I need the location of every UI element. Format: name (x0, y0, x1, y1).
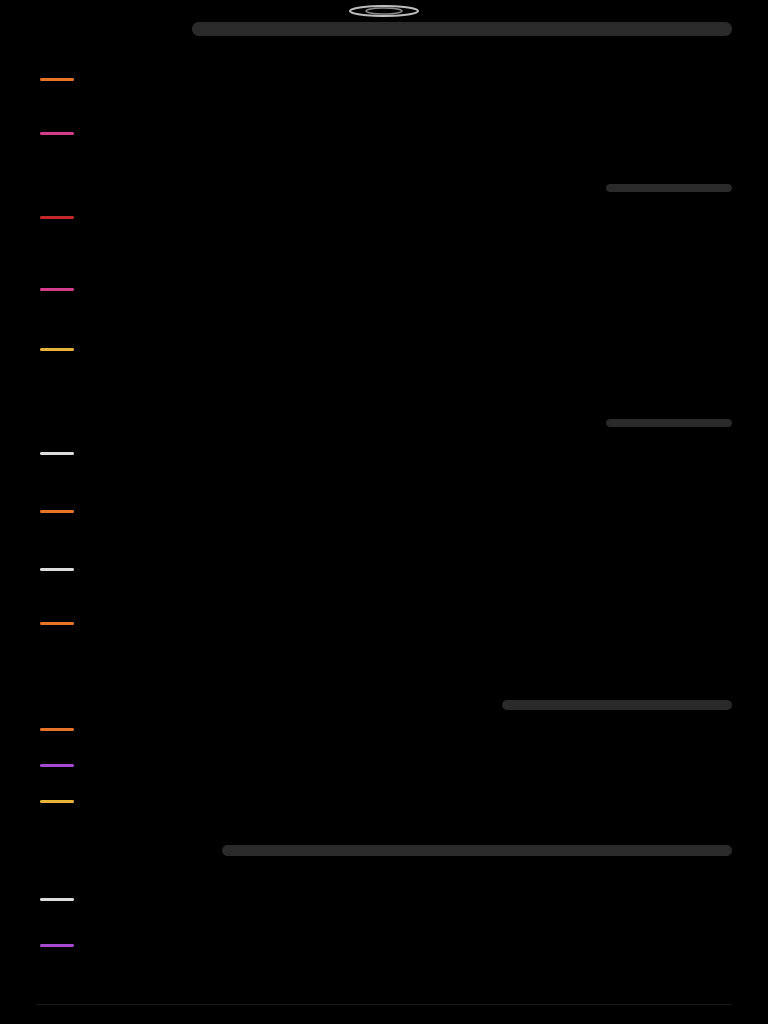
list-item (36, 977, 732, 987)
list-item (36, 480, 732, 490)
list-item (36, 518, 732, 528)
list-item (36, 548, 732, 558)
list-item (36, 142, 732, 152)
list-item (36, 328, 732, 338)
list-item (36, 640, 732, 650)
color-swatch (40, 348, 74, 351)
section-trail-text (38, 168, 728, 184)
color-swatch (40, 622, 74, 625)
list-item (36, 576, 732, 586)
list-item (36, 470, 732, 480)
intro-paragraph (38, 38, 728, 64)
color-swatch (40, 452, 74, 455)
section-lead-text (38, 858, 728, 888)
list-item (36, 786, 732, 796)
section-trail-text (38, 676, 728, 696)
list-item (36, 152, 732, 162)
list-item (36, 358, 732, 368)
section-pill[interactable] (606, 184, 732, 192)
list-item (36, 298, 732, 308)
color-swatch (40, 944, 74, 947)
list-item (36, 98, 732, 108)
list-item (36, 606, 732, 616)
footer-text (300, 1011, 468, 1020)
list-item (36, 226, 732, 236)
section-lead-text (38, 428, 728, 440)
list-item (36, 88, 732, 98)
color-swatch (40, 216, 74, 219)
color-swatch (40, 800, 74, 803)
color-swatch (40, 132, 74, 135)
list-item (36, 650, 732, 660)
list-item (36, 660, 732, 670)
list-item (36, 931, 732, 941)
list-item (36, 236, 732, 246)
color-swatch (40, 728, 74, 731)
ring-logo-icon (336, 3, 432, 19)
section-trail-text (38, 988, 728, 1000)
list-item (36, 308, 732, 318)
list-item (36, 368, 732, 378)
section-trail-text (38, 400, 728, 416)
list-item (36, 630, 732, 640)
list-item (36, 388, 732, 398)
color-swatch (40, 568, 74, 571)
section-pill[interactable] (502, 700, 732, 710)
list-item (36, 528, 732, 538)
list-item (36, 266, 732, 276)
list-item (36, 814, 732, 824)
color-swatch (40, 510, 74, 513)
list-item (36, 256, 732, 266)
list-item (36, 460, 732, 470)
list-item (36, 118, 732, 128)
section-trail-text (38, 830, 728, 842)
header-banner (192, 22, 732, 36)
section-lead-text (38, 708, 498, 718)
footer-divider (36, 1004, 732, 1005)
list-item (36, 318, 732, 328)
color-swatch (40, 898, 74, 901)
color-swatch (40, 764, 74, 767)
section-pill[interactable] (222, 845, 732, 856)
list-item (36, 750, 732, 760)
list-item (36, 586, 732, 596)
section-pill[interactable] (606, 419, 732, 427)
color-swatch (40, 288, 74, 291)
list-item (36, 246, 732, 256)
list-item (36, 538, 732, 548)
section-lead-text (38, 194, 728, 206)
list-item (36, 490, 732, 500)
list-item (36, 108, 732, 118)
list-item (36, 378, 732, 388)
list-item (36, 596, 732, 606)
color-swatch (40, 78, 74, 81)
